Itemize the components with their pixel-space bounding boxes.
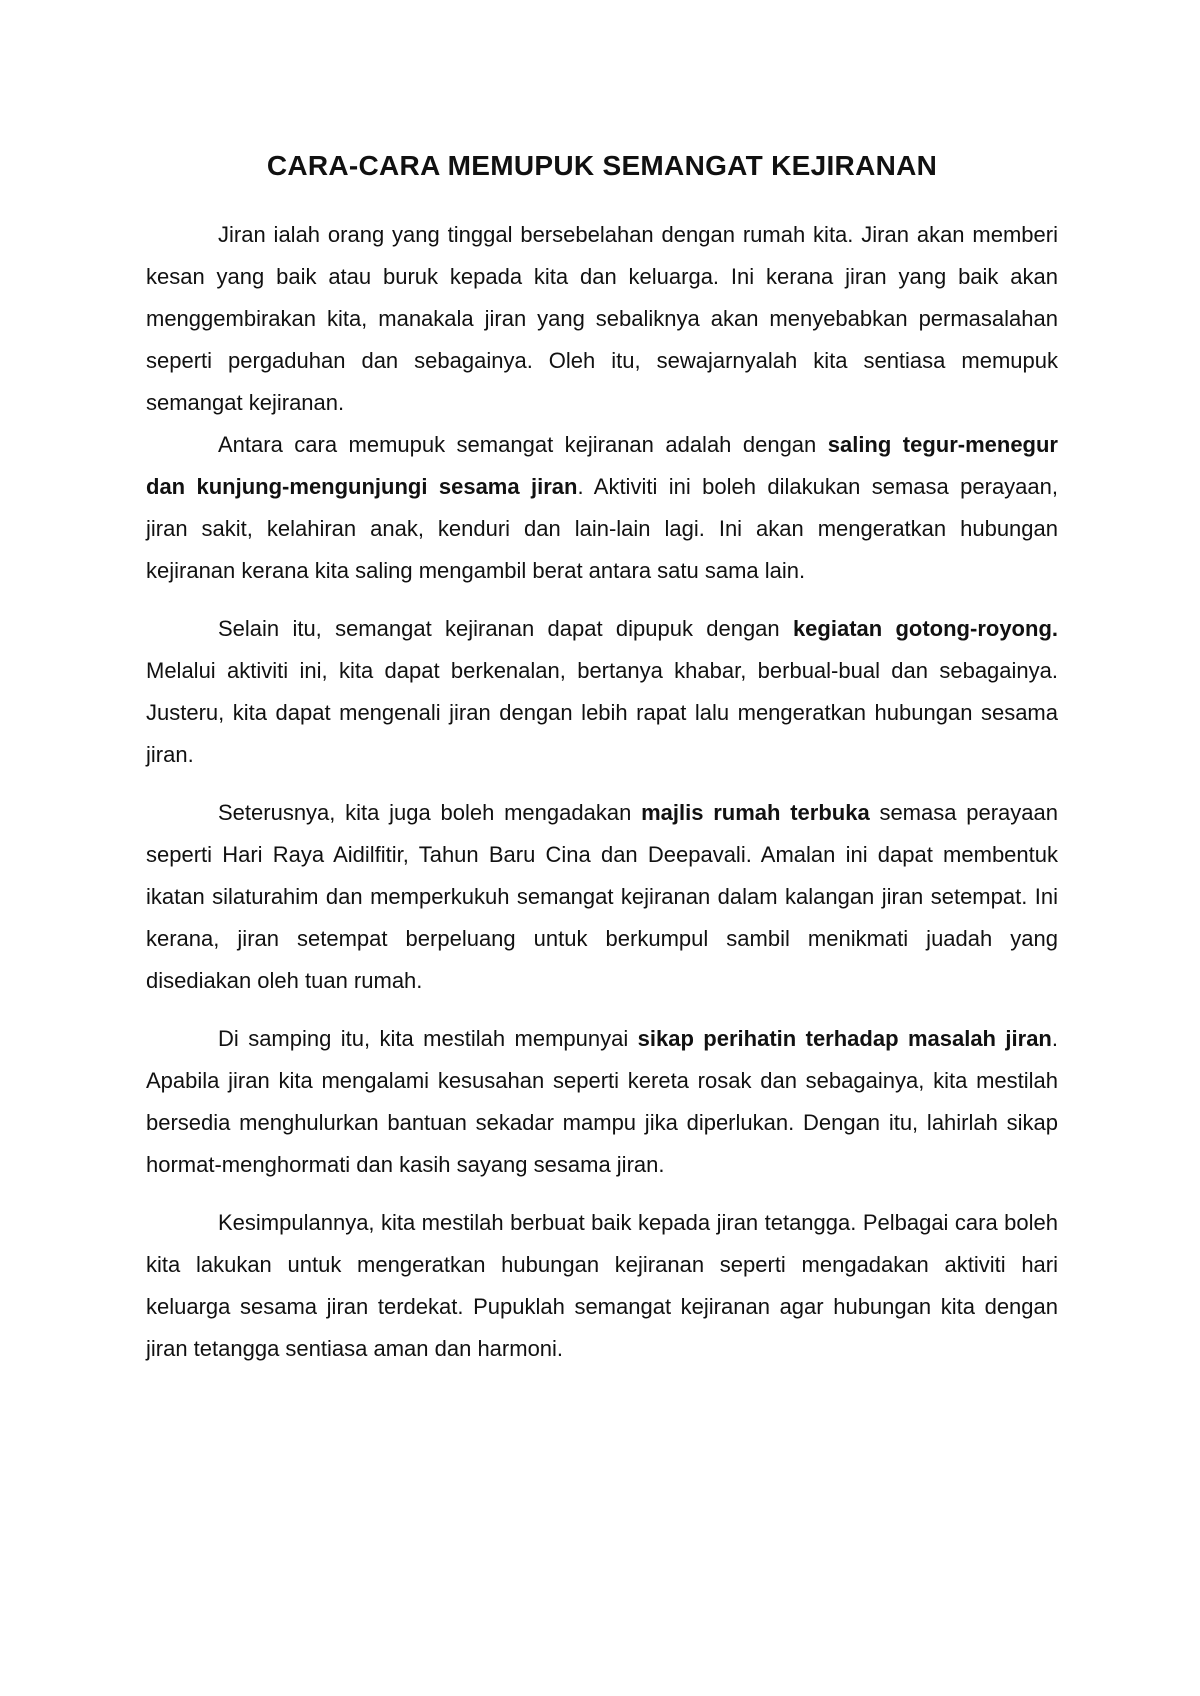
document-title: CARA-CARA MEMUPUK SEMANGAT KEJIRANAN [266, 150, 938, 181]
document-body [146, 148, 1058, 1370]
paragraph-text: Di samping itu, kita mestilah mempunyai [218, 1026, 638, 1051]
paragraph-point-4 [146, 1018, 1058, 1186]
paragraph-text: semasa perayaan seperti Hari Raya Aidilfitir, Tahun Baru Cina dan Deepavali. Amalan ini dapat membentuk ikatan silaturahim dan memperkukuh semangat kejiranan dalam kalangan jiran setempat. Ini kerana, jiran setempat berpeluang untuk berkumpul sambil menikmati juadah yang disediakan oleh tuan rumah. [146, 800, 1058, 993]
paragraph-conclusion [146, 1202, 1058, 1370]
paragraph-text: . Aktiviti ini boleh dilakukan semasa perayaan, jiran sakit, kelahiran anak, kenduri dan lain-lain lagi. Ini akan mengeratkan hubungan kejiranan kerana kita saling mengambil berat antara satu sama lain. [146, 474, 1058, 583]
paragraph-text: . Apabila jiran kita mengalami kesusahan seperti kereta rosak dan sebagainya, kita mestilah bersedia menghulurkan bantuan sekadar mampu jika diperlukan. Dengan itu, lahirlah sikap hormat-menghormati dan kasih sayang sesama jiran. [146, 1026, 1058, 1177]
paragraph-text: Seterusnya, kita juga boleh mengadakan [218, 800, 642, 825]
paragraph-bold-phrase: majlis rumah terbuka [641, 800, 870, 825]
paragraph-bold-phrase: saling tegur-menegur dan kunjung-mengunjungi sesama jiran [146, 432, 1058, 499]
paragraph-text: Kesimpulannya, kita mestilah berbuat baik kepada jiran tetangga. Pelbagai cara boleh kita lakukan untuk mengeratkan hubungan kejiranan seperti mengadakan aktiviti hari keluarga sesama jiran terdekat. Pupuklah semangat kejiranan agar hubungan kita dengan jiran tetangga sentiasa aman dan harmoni. [146, 1210, 1058, 1361]
paragraph-bold-phrase: sikap perihatin terhadap masalah jiran [637, 1026, 1052, 1051]
paragraph-text: Selain itu, semangat kejiranan dapat dipupuk dengan [218, 616, 793, 641]
paragraph-text: Jiran ialah orang yang tinggal bersebelahan dengan rumah kita. Jiran akan memberi kesan yang baik atau buruk kepada kita dan keluarga. Ini kerana jiran yang baik akan menggembirakan kita, manakala jiran yang sebaliknya akan menyebabkan permasalahan seperti pergaduhan dan sebagainya. Oleh itu, sewajarnyalah kita sentiasa memupuk semangat kejiranan. [146, 222, 1058, 415]
paragraph-text: Antara cara memupuk semangat kejiranan adalah dengan [218, 432, 828, 457]
paragraph-text: Melalui aktiviti ini, kita dapat berkenalan, bertanya khabar, berbual-bual dan sebagainya. Justeru, kita dapat mengenali jiran dengan lebih rapat lalu mengeratkan hubungan sesama jiran. [146, 658, 1058, 767]
paragraph-point-3 [146, 792, 1058, 1002]
paragraph-intro [146, 214, 1058, 424]
paragraph-bold-phrase: kegiatan gotong-royong. [792, 616, 1058, 641]
paragraph-point-2 [146, 608, 1058, 776]
paragraph-point-1 [146, 424, 1058, 592]
